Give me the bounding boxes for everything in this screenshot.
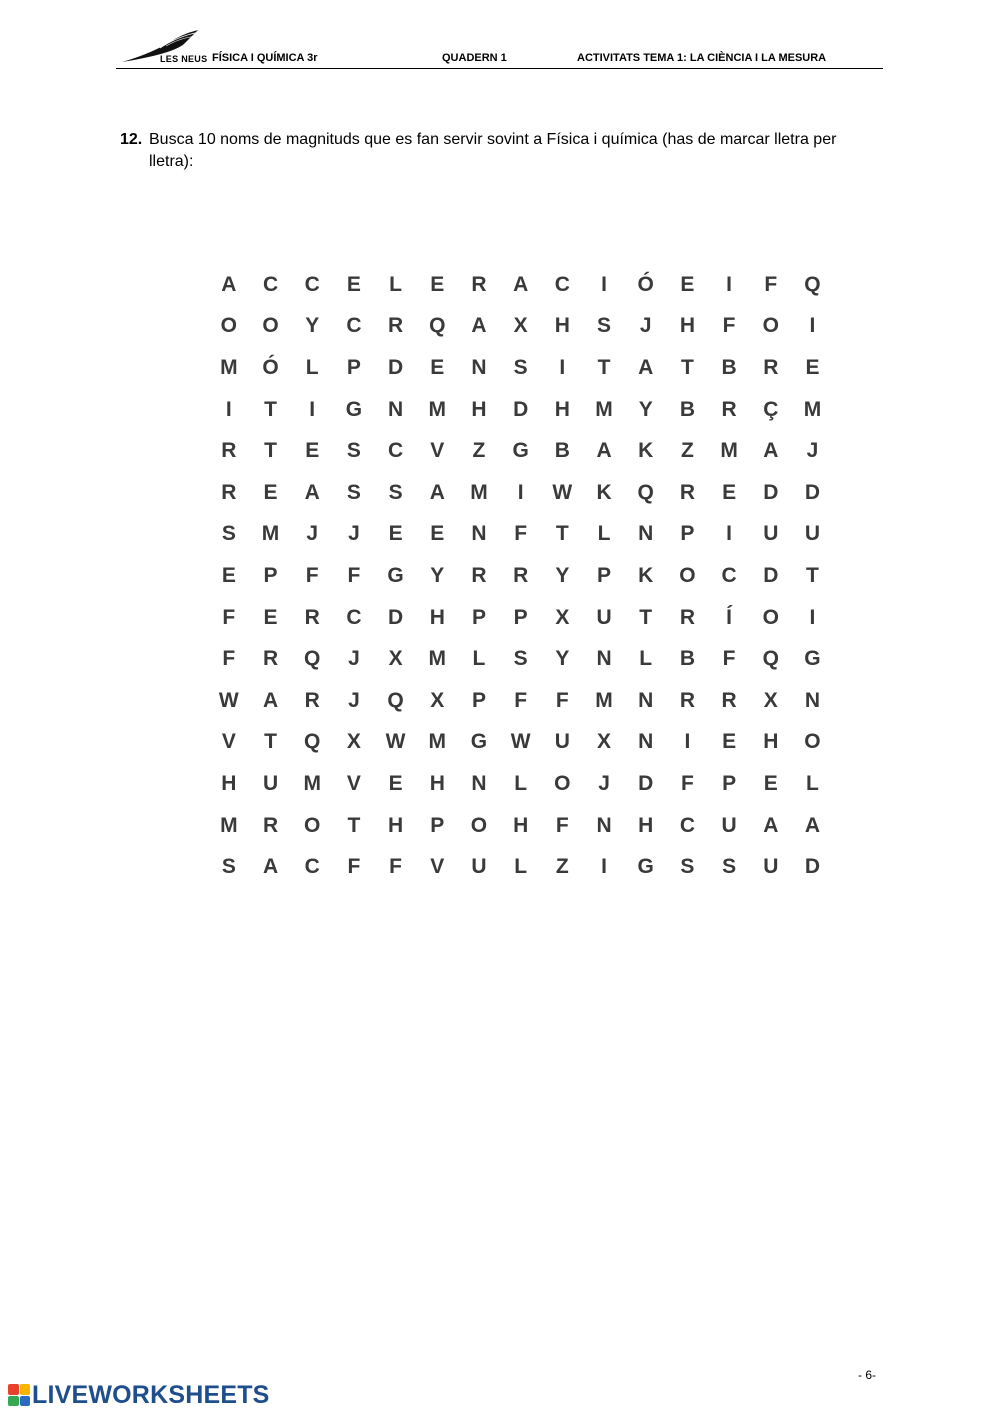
grid-cell-r7-c10[interactable]: L [597,522,611,546]
grid-cell-r3-c5[interactable]: D [388,355,404,379]
grid-cell-r7-c11[interactable]: N [638,522,654,546]
grid-cell-r11-c12[interactable]: R [679,688,695,712]
grid-cell-r13-c5[interactable]: E [388,771,403,795]
grid-cell-r12-c11[interactable]: N [638,730,654,754]
grid-cell-r12-c5[interactable]: W [385,730,406,754]
grid-cell-r5-c12[interactable]: Z [680,439,694,463]
grid-cell-r12-c2[interactable]: T [264,730,277,754]
grid-cell-r5-c3[interactable]: E [305,439,320,463]
grid-cell-r13-c1[interactable]: H [221,771,237,795]
grid-cell-r13-c12[interactable]: F [680,771,694,795]
grid-cell-r9-c1[interactable]: F [222,605,236,629]
grid-cell-r1-c15[interactable]: Q [804,272,821,296]
grid-cell-r5-c15[interactable]: J [806,439,819,463]
grid-cell-r6-c12[interactable]: R [679,480,695,504]
grid-cell-r14-c6[interactable]: P [430,813,445,837]
grid-cell-r12-c6[interactable]: M [428,730,447,754]
grid-cell-r11-c2[interactable]: A [262,688,279,712]
grid-cell-r3-c13[interactable]: B [721,355,737,379]
grid-cell-r9-c9[interactable]: X [555,605,570,629]
grid-cell-r1-c13[interactable]: I [726,272,733,296]
grid-cell-r7-c6[interactable]: E [430,522,445,546]
grid-cell-r10-c3[interactable]: Q [304,647,321,671]
grid-cell-r4-c4[interactable]: G [345,397,363,421]
grid-cell-r4-c11[interactable]: Y [638,397,653,421]
grid-cell-r15-c5[interactable]: F [389,855,402,879]
grid-cell-r10-c14[interactable]: Q [762,647,779,671]
grid-cell-r9-c15[interactable]: I [809,605,816,629]
grid-cell-r12-c10[interactable]: X [597,730,612,754]
grid-cell-r2-c13[interactable]: F [722,314,736,338]
grid-cell-r10-c15[interactable]: G [804,647,821,671]
grid-cell-r14-c13[interactable]: U [721,813,737,837]
grid-cell-r8-c6[interactable]: Y [430,563,445,587]
grid-cell-r4-c2[interactable]: T [264,397,277,421]
grid-cell-r3-c1[interactable]: M [220,355,238,379]
grid-cell-r6-c9[interactable]: W [552,480,573,504]
grid-cell-r15-c4[interactable]: F [347,855,361,879]
grid-cell-r4-c14[interactable]: Ç [763,397,779,421]
grid-cell-r7-c15[interactable]: U [804,522,821,546]
grid-cell-r7-c3[interactable]: J [306,522,319,546]
grid-cell-r13-c2[interactable]: U [262,771,279,795]
grid-cell-r2-c8[interactable]: X [513,314,528,338]
grid-cell-r14-c2[interactable]: R [262,813,279,837]
grid-cell-r4-c7[interactable]: H [471,397,487,421]
grid-cell-r4-c5[interactable]: N [388,397,404,421]
grid-cell-r4-c6[interactable]: M [428,397,447,421]
grid-cell-r6-c13[interactable]: E [722,480,737,504]
grid-cell-r7-c8[interactable]: F [514,522,528,546]
grid-cell-r8-c13[interactable]: C [721,563,737,587]
grid-cell-r4-c8[interactable]: D [513,397,529,421]
page-number: - 6- [858,1368,876,1382]
liveworksheets-logo-icon [8,1384,30,1406]
brand-name: LIVEWORKSHEETS [32,1380,270,1409]
grid-cell-r5-c8[interactable]: G [512,439,529,463]
grid-cell-r8-c8[interactable]: R [513,563,529,587]
grid-cell-r14-c12[interactable]: C [679,813,695,837]
grid-cell-r15-c8[interactable]: L [514,855,528,879]
grid-cell-r7-c4[interactable]: J [348,522,360,546]
grid-cell-r6-c11[interactable]: Q [637,480,654,504]
grid-cell-r15-c11[interactable]: G [637,855,654,879]
grid-cell-r14-c3[interactable]: O [304,813,321,837]
grid-cell-r11-c11[interactable]: N [638,688,654,712]
grid-cell-r10-c6[interactable]: M [428,647,447,671]
grid-cell-r6-c10[interactable]: K [596,480,612,504]
grid-cell-r6-c2[interactable]: E [263,480,278,504]
grid-cell-r13-c7[interactable]: N [471,771,487,795]
grid-cell-r9-c11[interactable]: T [639,605,653,629]
grid-cell-r5-c4[interactable]: S [346,439,361,463]
grid-cell-r3-c3[interactable]: L [305,355,319,379]
question-text: Busca 10 noms de magnituds que es fan servir sovint a Física i química (has de marcar lletra per lletra): [149,131,837,170]
grid-cell-r15-c7[interactable]: U [471,855,487,879]
grid-cell-r4-c13[interactable]: R [721,397,737,421]
grid-cell-r6-c8[interactable]: I [517,480,524,504]
grid-cell-r14-c5[interactable]: H [388,813,404,837]
grid-cell-r11-c15[interactable]: N [804,688,821,712]
grid-cell-r8-c2[interactable]: P [263,563,278,587]
grid-cell-r12-c12[interactable]: I [684,730,691,754]
grid-cell-r5-c10[interactable]: A [596,439,612,463]
grid-cell-r2-c3[interactable]: Y [305,314,320,338]
grid-cell-r8-c14[interactable]: D [763,563,779,587]
grid-cell-r3-c11[interactable]: A [638,355,654,379]
grid-cell-r11-c8[interactable]: F [514,688,528,712]
grid-cell-r3-c4[interactable]: P [346,355,361,379]
grid-cell-r12-c14[interactable]: H [763,730,779,754]
grid-cell-r9-c2[interactable]: E [263,605,278,629]
grid-cell-r2-c14[interactable]: O [762,314,779,338]
grid-cell-r11-c9[interactable]: F [555,688,569,712]
grid-cell-r14-c1[interactable]: M [220,813,238,837]
grid-cell-r5-c14[interactable]: A [763,439,779,463]
grid-cell-r15-c10[interactable]: I [601,855,607,879]
grid-cell-r4-c15[interactable]: M [803,397,822,421]
grid-cell-r1-c2[interactable]: C [262,272,279,296]
grid-cell-r1-c5[interactable]: L [389,272,402,296]
grid-cell-r10-c2[interactable]: R [262,647,279,671]
grid-cell-r5-c5[interactable]: C [388,439,404,463]
grid-cell-r5-c6[interactable]: V [430,439,445,463]
grid-cell-r11-c6[interactable]: X [430,688,445,712]
grid-cell-r14-c15[interactable]: A [804,813,821,837]
grid-cell-r5-c11[interactable]: K [638,439,654,463]
grid-cell-r7-c13[interactable]: I [726,522,733,546]
grid-cell-r10-c8[interactable]: S [513,647,528,671]
grid-cell-r10-c11[interactable]: L [639,647,653,671]
grid-cell-r10-c4[interactable]: J [348,647,360,671]
grid-cell-r6-c3[interactable]: A [304,480,320,504]
grid-cell-r1-c10[interactable]: I [601,272,607,296]
grid-cell-r2-c15[interactable]: I [809,314,816,338]
grid-cell-r8-c1[interactable]: E [221,563,236,587]
grid-cell-r7-c12[interactable]: P [680,522,695,546]
grid-cell-r11-c1[interactable]: W [218,688,239,712]
header-quadern: QUADERN 1 [442,52,507,64]
grid-cell-r15-c12[interactable]: S [680,855,695,879]
grid-cell-r11-c14[interactable]: X [763,688,778,712]
grid-cell-r4-c12[interactable]: B [679,397,695,421]
grid-cell-r2-c6[interactable]: Q [429,314,446,338]
grid-cell-r14-c10[interactable]: N [596,813,612,837]
grid-cell-r10-c1[interactable]: F [222,647,236,671]
liveworksheets-brand[interactable] [8,1381,270,1409]
grid-cell-r3-c12[interactable]: T [680,355,694,379]
grid-cell-r13-c6[interactable]: H [429,771,445,795]
grid-cell-r15-c1[interactable]: S [221,855,236,879]
grid-cell-r1-c7[interactable]: R [471,272,487,296]
grid-cell-r7-c7[interactable]: N [471,522,487,546]
grid-cell-r4-c3[interactable]: I [309,397,316,421]
grid-cell-r9-c5[interactable]: D [388,605,404,629]
grid-cell-r3-c6[interactable]: E [430,355,445,379]
grid-cell-r8-c3[interactable]: F [305,563,319,587]
grid-cell-r15-c9[interactable]: Z [555,855,569,879]
grid-cell-r3-c14[interactable]: R [763,355,779,379]
grid-cell-r11-c3[interactable]: R [304,688,320,712]
grid-cell-r3-c15[interactable]: E [805,355,820,379]
grid-cell-r5-c13[interactable]: M [720,439,738,463]
grid-cell-r5-c9[interactable]: B [554,439,570,463]
grid-cell-r6-c4[interactable]: S [346,480,361,504]
grid-cell-r13-c10[interactable]: J [598,771,610,795]
grid-cell-r10-c13[interactable]: F [722,647,736,671]
grid-cell-r12-c3[interactable]: Q [304,730,321,754]
grid-cell-r6-c5[interactable]: S [388,480,403,504]
grid-cell-r7-c1[interactable]: S [221,522,236,546]
grid-cell-r13-c8[interactable]: L [514,771,528,795]
grid-cell-r12-c15[interactable]: O [804,730,821,754]
grid-cell-r12-c4[interactable]: X [346,730,361,754]
page-header [116,28,883,69]
grid-cell-r9-c14[interactable]: O [762,605,779,629]
header-activitats: ACTIVITATS TEMA 1: LA CIÈNCIA I LA MESURA [577,52,827,64]
grid-cell-r9-c10[interactable]: U [596,605,612,629]
grid-cell-r10-c9[interactable]: Y [555,647,570,671]
grid-cell-r12-c8[interactable]: W [510,730,531,754]
grid-cell-r8-c10[interactable]: P [597,563,612,587]
grid-cell-r9-c12[interactable]: R [679,605,695,629]
grid-cell-r1-c1[interactable]: A [221,272,237,296]
grid-cell-r1-c3[interactable]: C [304,272,320,296]
grid-cell-r12-c13[interactable]: E [722,730,737,754]
grid-cell-r10-c12[interactable]: B [679,647,695,671]
grid-cell-r13-c4[interactable]: V [346,771,361,795]
grid-cell-r10-c5[interactable]: X [388,647,403,671]
grid-cell-r6-c1[interactable]: R [221,480,237,504]
grid-cell-r9-c7[interactable]: P [471,605,486,629]
grid-cell-r13-c11[interactable]: D [638,771,654,795]
header-subject: FÍSICA I QUÍMICA 3r [212,52,318,64]
grid-cell-r2-c7[interactable]: A [471,314,487,338]
grid-cell-r3-c7[interactable]: N [471,355,487,379]
grid-cell-r4-c10[interactable]: M [595,397,613,421]
grid-cell-r13-c9[interactable]: O [554,771,571,795]
grid-cell-r12-c7[interactable]: G [470,730,488,754]
grid-cell-r14-c8[interactable]: H [513,813,529,837]
grid-cell-r1-c6[interactable]: E [430,272,445,296]
grid-cell-r7-c5[interactable]: E [388,522,403,546]
grid-cell-r4-c1[interactable]: I [225,397,232,421]
grid-cell-r14-c11[interactable]: H [638,813,654,837]
grid-cell-r14-c4[interactable]: T [347,813,361,837]
grid-cell-r5-c7[interactable]: Z [472,439,486,463]
grid-cell-r2-c2[interactable]: O [262,314,279,338]
grid-cell-r7-c14[interactable]: U [763,522,779,546]
grid-cell-r2-c9[interactable]: H [554,314,570,338]
grid-cell-r9-c4[interactable]: C [346,605,362,629]
grid-cell-r15-c6[interactable]: V [430,855,445,879]
grid-cell-r8-c9[interactable]: Y [555,563,570,587]
grid-cell-r9-c13[interactable]: Í [726,605,733,629]
grid-cell-r8-c5[interactable]: G [387,563,404,587]
grid-cell-r6-c14[interactable]: D [763,480,779,504]
grid-cell-r15-c13[interactable]: S [722,855,737,879]
grid-cell-r7-c9[interactable]: T [555,522,569,546]
grid-cell-r11-c7[interactable]: P [471,688,486,712]
grid-cell-r8-c7[interactable]: R [471,563,487,587]
grid-cell-r1-c11[interactable]: Ó [637,272,654,296]
logo-text: LES NEUS [160,54,208,64]
grid-cell-r15-c15[interactable]: D [804,855,821,879]
grid-cell-r2-c5[interactable]: R [388,314,404,338]
grid-cell-r3-c10[interactable]: T [597,355,611,379]
grid-cell-r10-c10[interactable]: N [596,647,612,671]
grid-cell-r14-c7[interactable]: O [470,813,488,837]
grid-cell-r13-c14[interactable]: E [763,771,778,795]
grid-cell-r13-c15[interactable]: L [806,771,819,795]
grid-cell-r14-c9[interactable]: F [555,813,569,837]
grid-cell-r11-c5[interactable]: Q [387,688,404,712]
grid-cell-r9-c8[interactable]: P [513,605,528,629]
grid-cell-r15-c14[interactable]: U [763,855,779,879]
grid-cell-r2-c10[interactable]: S [597,314,612,338]
grid-cell-r15-c3[interactable]: C [304,855,320,879]
word-search-grid[interactable] [208,264,833,888]
grid-cell-r11-c13[interactable]: R [721,688,737,712]
grid-cell-r12-c1[interactable]: V [221,730,236,754]
grid-cell-r1-c4[interactable]: E [346,272,361,296]
grid-cell-r6-c6[interactable]: A [429,480,445,504]
grid-cell-r2-c11[interactable]: J [639,314,652,338]
grid-cell-r8-c15[interactable]: T [806,563,819,587]
grid-cell-r11-c4[interactable]: J [348,688,360,712]
grid-cell-r5-c1[interactable]: R [221,439,237,463]
grid-cell-r11-c10[interactable]: M [595,688,613,712]
grid-cell-r1-c8[interactable]: A [513,272,529,296]
grid-cell-r10-c7[interactable]: L [472,647,486,671]
grid-cell-r1-c9[interactable]: C [554,272,570,296]
grid-cell-r15-c2[interactable]: A [262,855,279,879]
grid-cell-r3-c9[interactable]: I [559,355,566,379]
grid-cell-r3-c2[interactable]: Ó [262,355,279,379]
grid-cell-r4-c9[interactable]: H [554,397,570,421]
grid-cell-r9-c6[interactable]: H [429,605,445,629]
grid-cell-r13-c3[interactable]: M [303,771,321,795]
grid-cell-r9-c3[interactable]: R [304,605,320,629]
grid-cell-r5-c2[interactable]: T [264,439,277,463]
grid-cell-r6-c15[interactable]: D [804,480,821,504]
grid-cell-r1-c12[interactable]: E [680,272,695,296]
grid-cell-r1-c14[interactable]: F [764,272,778,296]
grid-cell-r6-c7[interactable]: M [470,480,488,504]
question-number: 12. [120,131,143,148]
grid-cell-r2-c12[interactable]: H [679,314,695,338]
grid-cell-r8-c12[interactable]: O [679,563,696,587]
grid-cell-r3-c8[interactable]: S [513,355,528,379]
grid-cell-r7-c2[interactable]: M [261,522,280,546]
grid-cell-r14-c14[interactable]: A [763,813,779,837]
grid-cell-r8-c11[interactable]: K [638,563,654,587]
grid-cell-r8-c4[interactable]: F [347,563,361,587]
grid-cell-r13-c13[interactable]: P [722,771,737,795]
grid-cell-r2-c4[interactable]: C [346,314,362,338]
grid-cell-r12-c9[interactable]: U [554,730,570,754]
grid-cell-r2-c1[interactable]: O [220,314,238,338]
